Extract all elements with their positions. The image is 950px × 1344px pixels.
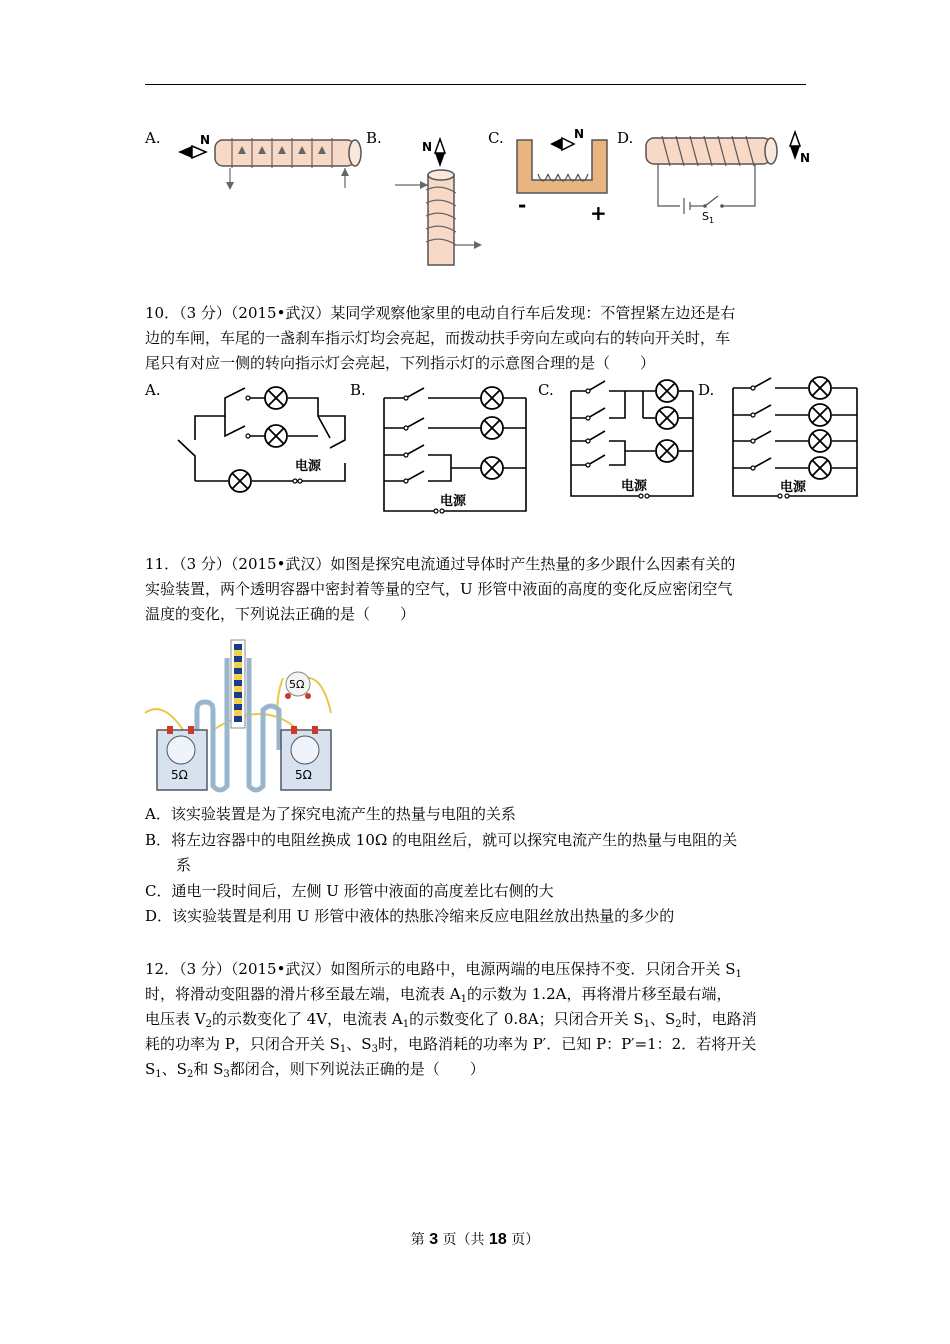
q12-stem-line-1: 12．（3 分）（2015•武汉）如图所示的电路中，电源两端的电压保持不变．只闭合开关 $S_1$ xyxy=(145,960,742,980)
q12-stem-line-5: $S_1$、$S_2$和 $S_3$都闭合，则下列说法正确的是（ ） xyxy=(145,1060,485,1080)
page-footer: 第 3 页（共 18 页） xyxy=(410,1231,540,1248)
q11-right-resistor-label: 5Ω xyxy=(295,768,312,782)
q10-option-d-label: D. xyxy=(698,381,715,399)
q9-option-b-label: B. xyxy=(366,129,382,147)
q11-experiment-figure xyxy=(143,638,338,796)
q9-c-n-label: N xyxy=(574,128,585,141)
q9-b-n-label: N xyxy=(422,140,433,154)
q11-left-resistor-label: 5Ω xyxy=(171,768,188,782)
q9-figure-a-solenoid xyxy=(170,128,365,198)
q11-stem-line-1: 11．（3 分）（2015•武汉）如图是探究电流通过导体时产生热量的多少跟什么因素有关的 xyxy=(145,555,736,573)
q10-stem-line-2: 边的车闸，车尾的一盏刹车指示灯均会亮起，而拨动扶手旁向左或向右的转向开关时，车 xyxy=(145,329,731,347)
q10-figure-c-circuit xyxy=(563,373,703,501)
page-total: 18 xyxy=(489,1231,507,1248)
q10-figure-b-circuit xyxy=(376,383,536,518)
q11-stem-line-2: 实验装置，两个透明容器中密封着等量的空气，U 形管中液面的高度的变化反应密闭空气 xyxy=(145,580,733,598)
q11-stem-line-3: 温度的变化，下列说法正确的是（ ） xyxy=(145,605,416,623)
q10-option-b-label: B. xyxy=(350,381,366,399)
q10-stem-line-3: 尾只有对应一侧的转向指示灯会亮起，下列指示灯的示意图合理的是（ ） xyxy=(145,354,656,372)
q9-a-n-label: N xyxy=(200,133,211,147)
q10-option-c-label: C. xyxy=(538,381,554,399)
compass-needle-icon xyxy=(178,146,192,158)
q11-choice-b-cont: 系 xyxy=(176,856,192,874)
q10-stem-line-1: 10．（3 分）（2015•武汉）某同学观察他家里的电动自行车后发现：不管捏紧左边还是右 xyxy=(145,304,736,322)
header-rule xyxy=(145,84,806,85)
q9-figure-c-u-magnet xyxy=(512,128,622,223)
q9-figure-b-solenoid xyxy=(390,135,485,270)
q9-c-minus: - xyxy=(518,193,527,217)
compass-needle-icon xyxy=(435,139,445,153)
compass-needle-icon xyxy=(790,132,800,146)
q12-stem-line-3: 电压表 $V_2$的示数变化了 4V，电流表 $A_1$的示数变化了 0.8A；只闭合开关 $S_1$、$S_2$时，电路消 xyxy=(145,1010,757,1030)
q10-option-a-label: A. xyxy=(145,381,161,399)
q11-choice-c: C．通电一段时间后，左侧 U 形管中液面的高度差比右侧的大 xyxy=(145,882,554,900)
q12-stem-line-2: 时，将滑动变阻器的滑片移至最左端，电流表 $A_1$的示数为 1.2A，再将滑片移至最右端， xyxy=(145,985,732,1005)
q10-b-power-label: 电源 xyxy=(440,494,467,509)
q10-figure-a-circuit xyxy=(170,378,355,500)
q12-stem-line-4: 耗的功率为 P，只闭合开关 $S_1$、$S_3$时，电路消耗的功率为 P′．已知 P：P′=1：2．若将开关 xyxy=(145,1035,757,1055)
page-number: 3 xyxy=(429,1231,439,1248)
q9-option-d-label: D. xyxy=(617,129,634,147)
q10-figure-d-circuit xyxy=(725,373,865,501)
q9-option-c-label: C. xyxy=(488,129,504,147)
q11-choice-b: B．将左边容器中的电阻丝换成 10Ω 的电阻丝后，就可以探究电流产生的热量与电阻的关 xyxy=(145,831,738,849)
q9-figure-d-circuit xyxy=(640,128,815,223)
compass-needle-icon xyxy=(550,138,562,150)
q9-d-switch-label: $S_1$ xyxy=(702,210,715,223)
q11-choice-a: A．该实验装置是为了探究电流产生的热量与电阻的关系 xyxy=(145,805,516,823)
q9-option-a-label: A. xyxy=(145,129,161,147)
q11-choice-d: D．该实验装置是利用 U 形管中液体的热胀冷缩来反应电阻丝放出热量的多少的 xyxy=(145,907,675,925)
q10-c-power-label: 电源 xyxy=(621,479,648,494)
q10-d-power-label: 电源 xyxy=(780,480,807,495)
q9-c-plus: + xyxy=(590,201,607,223)
q10-a-power-label: 电源 xyxy=(295,459,322,474)
q9-d-n-label: N xyxy=(800,151,811,165)
q11-external-resistor-label: 5Ω xyxy=(289,678,305,691)
